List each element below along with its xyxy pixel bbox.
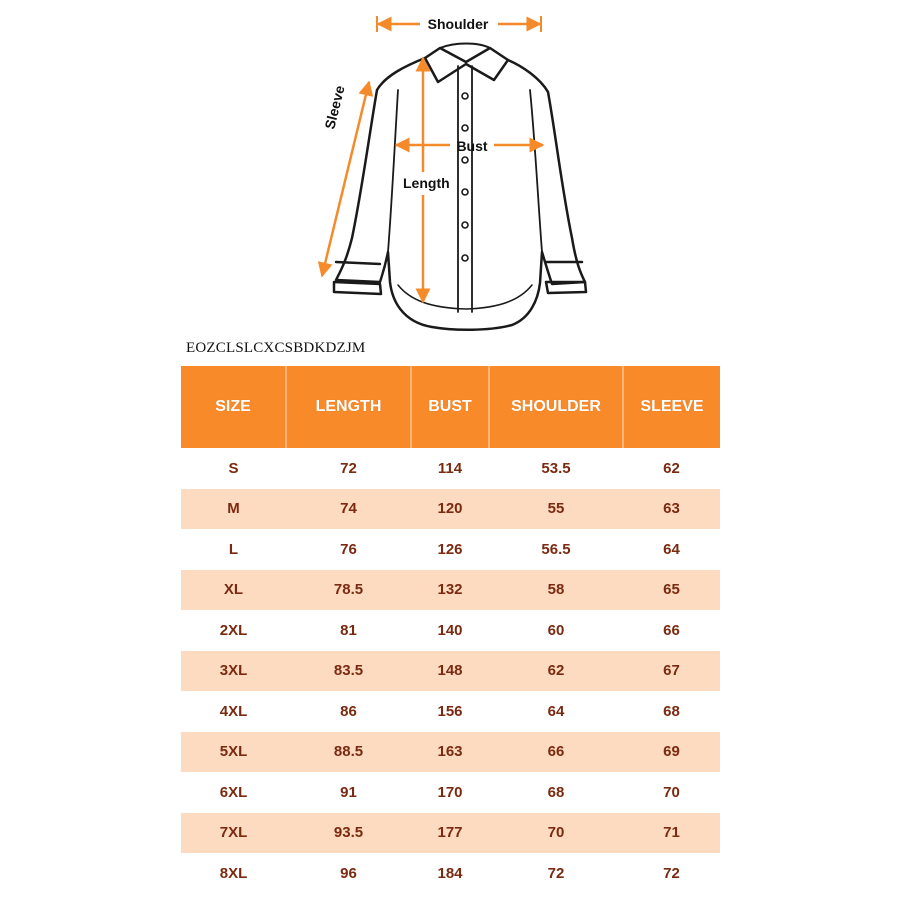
- cell-sleeve: 72: [623, 853, 720, 894]
- cell-shoulder: 68: [489, 772, 623, 813]
- shirt-measurement-diagram: [0, 0, 900, 340]
- cell-length: 83.5: [286, 651, 411, 692]
- column-header-shoulder: SHOULDER: [489, 366, 623, 448]
- cell-sleeve: 68: [623, 691, 720, 732]
- size-chart-table: [181, 366, 720, 894]
- cell-sleeve: 65: [623, 570, 720, 611]
- table-row: [181, 772, 720, 813]
- cell-shoulder: 62: [489, 651, 623, 692]
- cell-shoulder: 66: [489, 732, 623, 773]
- cell-size: 4XL: [181, 691, 286, 732]
- cell-bust: 132: [411, 570, 489, 611]
- shirt-outline: [334, 44, 586, 330]
- cell-size: M: [181, 489, 286, 530]
- cell-sleeve: 67: [623, 651, 720, 692]
- cell-shoulder: 60: [489, 610, 623, 651]
- product-code: EOZCLSLCXCSBDKDZJM: [186, 340, 366, 356]
- cell-length: 74: [286, 489, 411, 530]
- cell-size: 7XL: [181, 813, 286, 854]
- cell-sleeve: 62: [623, 448, 720, 489]
- table-row: [181, 529, 720, 570]
- cell-bust: 170: [411, 772, 489, 813]
- cell-shoulder: 58: [489, 570, 623, 611]
- cell-sleeve: 71: [623, 813, 720, 854]
- column-header-bust: BUST: [411, 366, 489, 448]
- table-row: [181, 570, 720, 611]
- table-row: [181, 610, 720, 651]
- cell-shoulder: 72: [489, 853, 623, 894]
- table-row: [181, 813, 720, 854]
- cell-length: 81: [286, 610, 411, 651]
- cell-size: L: [181, 529, 286, 570]
- cell-length: 78.5: [286, 570, 411, 611]
- column-header-sleeve: SLEEVE: [623, 366, 720, 448]
- cell-size: S: [181, 448, 286, 489]
- cell-shoulder: 70: [489, 813, 623, 854]
- cell-shoulder: 64: [489, 691, 623, 732]
- table-body: [181, 448, 720, 894]
- bust-label: Bust: [456, 138, 488, 154]
- column-header-length: LENGTH: [286, 366, 411, 448]
- cell-shoulder: 56.5: [489, 529, 623, 570]
- cell-size: XL: [181, 570, 286, 611]
- cell-length: 88.5: [286, 732, 411, 773]
- cell-length: 96: [286, 853, 411, 894]
- cell-sleeve: 69: [623, 732, 720, 773]
- measurement-arrows: [322, 16, 543, 302]
- cell-sleeve: 64: [623, 529, 720, 570]
- cell-sleeve: 63: [623, 489, 720, 530]
- sleeve-label: Sleeve: [321, 83, 348, 131]
- cell-size: 8XL: [181, 853, 286, 894]
- cell-length: 76: [286, 529, 411, 570]
- table-row: [181, 489, 720, 530]
- table-row: [181, 691, 720, 732]
- cell-length: 72: [286, 448, 411, 489]
- cell-bust: 140: [411, 610, 489, 651]
- cell-bust: 184: [411, 853, 489, 894]
- shirt-buttons: [462, 93, 468, 261]
- cell-length: 93.5: [286, 813, 411, 854]
- cell-length: 91: [286, 772, 411, 813]
- cell-bust: 120: [411, 489, 489, 530]
- table-row: [181, 732, 720, 773]
- cell-shoulder: 55: [489, 489, 623, 530]
- length-label: Length: [403, 175, 450, 191]
- table-row: [181, 853, 720, 894]
- cell-sleeve: 66: [623, 610, 720, 651]
- cell-bust: 163: [411, 732, 489, 773]
- cell-bust: 177: [411, 813, 489, 854]
- cell-size: 5XL: [181, 732, 286, 773]
- cell-bust: 156: [411, 691, 489, 732]
- cell-shoulder: 53.5: [489, 448, 623, 489]
- cell-bust: 148: [411, 651, 489, 692]
- table-row: [181, 448, 720, 489]
- cell-bust: 114: [411, 448, 489, 489]
- cell-size: 3XL: [181, 651, 286, 692]
- shoulder-label: Shoulder: [427, 16, 489, 32]
- column-header-size: SIZE: [181, 366, 286, 448]
- cell-size: 6XL: [181, 772, 286, 813]
- cell-bust: 126: [411, 529, 489, 570]
- cell-sleeve: 70: [623, 772, 720, 813]
- cell-size: 2XL: [181, 610, 286, 651]
- table-row: [181, 651, 720, 692]
- table-header-row: [181, 366, 720, 448]
- cell-length: 86: [286, 691, 411, 732]
